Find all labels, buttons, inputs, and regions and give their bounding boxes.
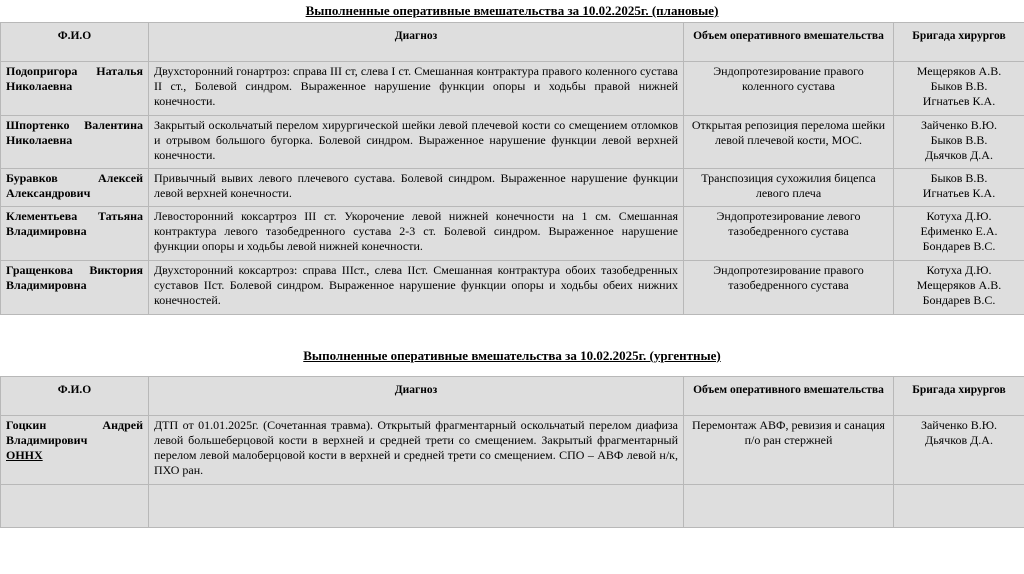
- surgeon-team: [894, 62, 1024, 116]
- surgery-scope: Открытая репозиция перелома шейки левой плечевой кости, МОС.: [684, 116, 894, 169]
- surgeon: Котуха Д.Ю.: [926, 263, 992, 277]
- diagnosis: Двухсторонний гонартроз: справа III ст, слева I ст. Смешанная контрактура правого коленного сустава II ст., Болевой синдром. Выраженное нарушение функции опоры и ходьбы правой нижней конечности.: [149, 62, 684, 116]
- table-row: [1, 207, 1024, 261]
- planned-title: Выполненные оперативные вмешательства за 10.02.2025г. (плановые): [305, 3, 719, 18]
- empty-cell: [1, 485, 149, 528]
- surgeon: Зайченко В.Ю.: [920, 418, 998, 432]
- surgeon: Дьячков Д.А.: [925, 148, 993, 162]
- table-row: [1, 416, 1024, 485]
- header-name: Ф.И.О: [1, 377, 149, 416]
- surgeon: Котуха Д.Ю.: [926, 209, 992, 223]
- patient-name: [1, 416, 149, 485]
- surgeon-team: [894, 207, 1024, 261]
- table-row: [1, 169, 1024, 207]
- table-row: [1, 116, 1024, 169]
- header-scope: Объем оперативного вмешательства: [684, 377, 894, 416]
- empty-cell: [149, 485, 684, 528]
- surgeon-team: [894, 169, 1024, 207]
- diagnosis: ДТП от 01.01.2025г. (Сочетанная травма). Открытый фрагментарный оскольчатый перелом диафиза левой большеберцовой кости в верхней и средней трети со смещением. Закрытый фрагментарный перелом левой малоберцовой кости в верхней и средней трети со смещением. СПО – АВФ левой н/к, ПХО ран.: [149, 416, 684, 485]
- patient-name: Клементьева Татьяна Владимировна: [1, 207, 149, 261]
- surgeon: Бондарев В.С.: [922, 239, 996, 253]
- table-row-empty: [1, 485, 1024, 528]
- table-row: [1, 62, 1024, 116]
- surgery-scope: Эндопротезирование левого тазобедренного сустава: [684, 207, 894, 261]
- surgeon: Мещеряков А.В.: [916, 64, 1002, 78]
- header-team: Бригада хирургов: [894, 23, 1024, 62]
- surgeon: Дьячков Д.А.: [925, 433, 993, 447]
- surgeon: Зайченко В.Ю.: [920, 118, 998, 132]
- diagnosis: Двухсторонний коксартроз: справа IIIст., слева IIст. Смешанная контрактура обоих тазобедренных суставов IIст. Болевой синдром. Выраженное нарушение функции опоры и ходьбы обеих нижних конечностей.: [149, 261, 684, 315]
- urgent-title: Выполненные оперативные вмешательства за 10.02.2025г. (ургентные): [303, 348, 721, 363]
- surgeon: Быков В.В.: [930, 171, 988, 185]
- table-header-row: [1, 377, 1024, 416]
- planned-surgeries-table: [0, 22, 1024, 315]
- header-diagnosis: Диагноз: [149, 377, 684, 416]
- surgeon: Игнатьев К.А.: [922, 94, 996, 108]
- header-name: Ф.И.О: [1, 23, 149, 62]
- surgery-scope: Транспозиция сухожилия бицепса левого плеча: [684, 169, 894, 207]
- surgeon-team: [894, 116, 1024, 169]
- surgeon: Ефименко Е.А.: [920, 224, 998, 238]
- header-diagnosis: Диагноз: [149, 23, 684, 62]
- patient-name: Подопригора Наталья Николаевна: [1, 62, 149, 116]
- surgeon: Мещеряков А.В.: [916, 278, 1002, 292]
- surgeon: Игнатьев К.А.: [922, 186, 996, 200]
- patient-name: Шпортенко Валентина Николаевна: [1, 116, 149, 169]
- empty-cell: [894, 485, 1024, 528]
- patient-name: Буравков Алексей Александрович: [1, 169, 149, 207]
- diagnosis: Привычный вывих левого плечевого сустава. Болевой синдром. Выраженное нарушение функции левой верхней конечности.: [149, 169, 684, 207]
- table-header-row: [1, 23, 1024, 62]
- table-row: [1, 261, 1024, 315]
- patient-name: Гращенкова Виктория Владимировна: [1, 261, 149, 315]
- surgeon: Быков В.В.: [930, 79, 988, 93]
- surgeon: Быков В.В.: [930, 133, 988, 147]
- header-scope: Объем оперативного вмешательства: [684, 23, 894, 62]
- patient-name-text: Гоцкин Андрей Владимирович: [6, 418, 143, 447]
- empty-cell: [684, 485, 894, 528]
- surgeon-team: [894, 416, 1024, 485]
- surgery-scope: Эндопротезирование правого коленного сустава: [684, 62, 894, 116]
- surgeon: Бондарев В.С.: [922, 293, 996, 307]
- header-team: Бригада хирургов: [894, 377, 1024, 416]
- urgent-surgeries-table: [0, 376, 1024, 528]
- surgery-scope: Перемонтаж АВФ, ревизия и санация п/о ран стержней: [684, 416, 894, 485]
- diagnosis: Левосторонний коксартроз III ст. Укорочение левой нижней конечности на 1 см. Смешанная контрактура левого тазобедренного сустава 2-3 ст. Болевой синдром. Выраженное нарушение функции опоры и ходьбы левой нижней конечности.: [149, 207, 684, 261]
- diagnosis: Закрытый оскольчатый перелом хирургической шейки левой плечевой кости со смещением отломков и отрывом большого бугорка. Болевой синдром. Выраженное нарушение функции левой верхней конечности.: [149, 116, 684, 169]
- department-tag: ОННХ: [6, 448, 43, 462]
- surgery-scope: Эндопротезирование правого тазобедренного сустава: [684, 261, 894, 315]
- surgeon-team: [894, 261, 1024, 315]
